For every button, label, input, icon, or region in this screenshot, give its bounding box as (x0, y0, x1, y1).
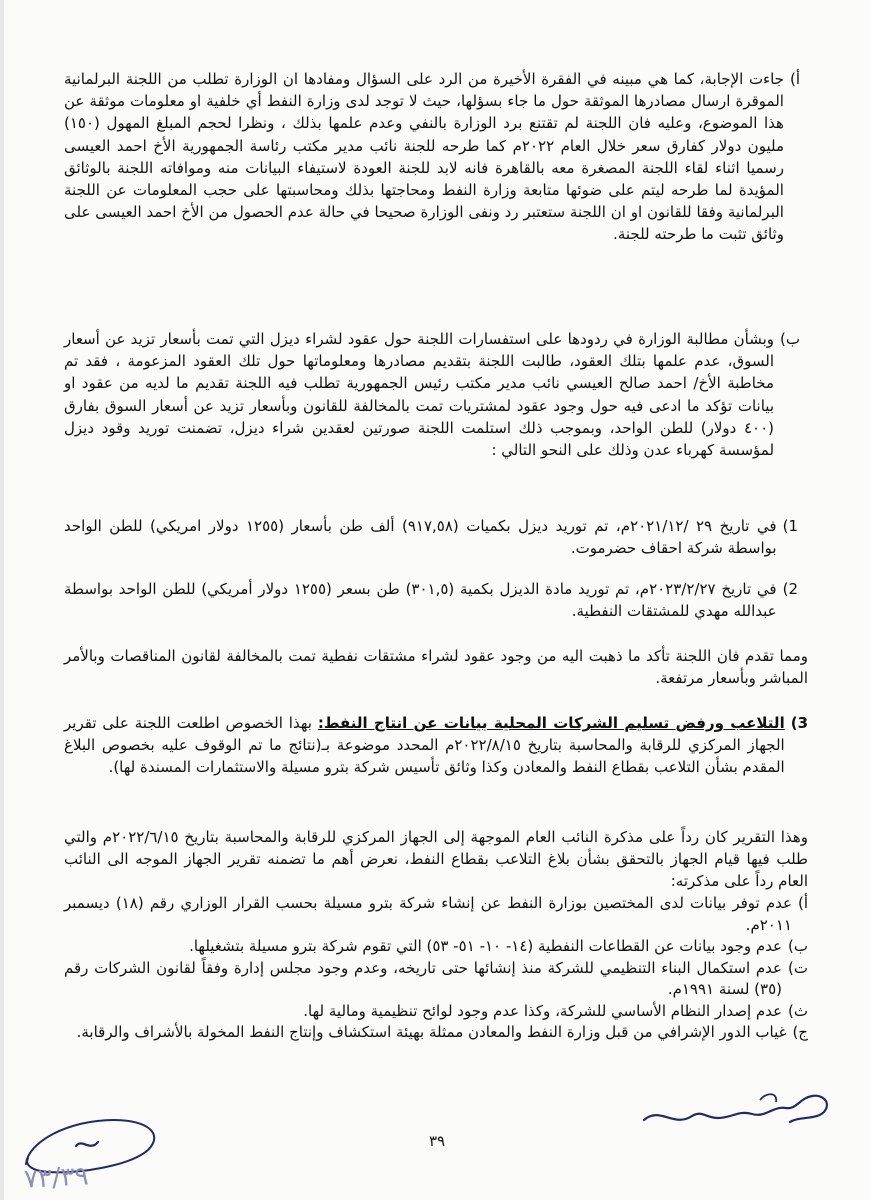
finding-item (64, 936, 808, 958)
contract-item-1 (64, 515, 798, 559)
finding-item (64, 1022, 808, 1044)
section-3 (64, 712, 808, 779)
contract-item-2 (64, 578, 798, 622)
contract-item-1-text: في تاريخ ٢٩ /٢٠٢١/١٢م، تم توريد ديزل بكميات (٩١٧,٥٨) ألف طن بأسعار (١٢٥٥ دولار امريكي) للطن الواحد بواسطة شركة احقاف حضرموت. (64, 517, 777, 558)
report-intro: وهذا التقرير كان رداً على مذكرة النائب العام الموجهة إلى الجهاز المركزي للرقابة والمحاسبة بتاريخ ٢٠٢٢/٦/١٥م والتي طلب فيها قيام الجهاز بالتحقق بشأن بلاغ التلاعب بقطاع النفط، نعرض أهم ما تضمنه تقرير الجهاز الموجه الى النائب العام رداً على مذكرته: (64, 828, 808, 891)
paragraph-b-text: وبشأن مطالبة الوزارة في ردودها على استفسارات اللجنة حول عقود لشراء ديزل التي تمت بأسعار تزيد عن أسعار السوق، عدم علمها بتلك العقود، طالبت اللجنة بتقديم مصادرها ومعلوماتها حول تلك العقود المزعومة ، فقد تم مخاطبة الأخ/ احمد صالح العيسي نائب مدير مكتب رئيس الجمهورية تطلب فيه اللجنة تقديم ما لديه من عقود او بيانات تؤكد ما ادعى فيه حول وجود عقود لمشتريات تمت بالمخالفة للقانون وبأسعار تزيد عن أسعار السوق بفارق (٤٠٠ دولار) للطن الواحد، وبموجب ذلك استلمت اللجنة صورتين لعقدين شراء ديزل، تضمنت توريد وقود ديزل لمؤسسة كهرباء عدن وذلك على النحو التالي : (64, 330, 775, 460)
finding-item (64, 1001, 808, 1023)
finding-text: عدم استكمال البناء التنظيمي للشركة منذ إنشائها حتى تاريخه، وعدم وجود مجلس إدارة وفقاً لقانون الشركات رقم (٣٥) لسنة ١٩٩١م. (64, 958, 783, 998)
paragraph-b-marker: ب) (780, 330, 800, 348)
finding-marker: أ) (797, 894, 808, 912)
contract-item-2-marker: 2) (782, 580, 798, 598)
finding-item (64, 958, 808, 1001)
paragraph-a-marker: أ) (789, 70, 800, 88)
paragraph-a-text: جاءت الإجابة، كما هي مبينه في الفقرة الأخيرة من الرد على السؤال ومفادها ان الوزارة تطلب من اللجنة البرلمانية الموقرة ارسال مصادرها الموثقة حول ما جاء بسؤلها، حيث لا توجد لدى وزارة النفط أي خلفية او معلومات موثقة عن هذا الموضوع، وعليه فان اللجنة لم تقتنع برد الوزارة بالنفي وعدم علمها بذلك ، ونظرا لحجم المبلغ المهول (١٥٠) مليون دولار كفارق سعر خلال العام ٢٠٢٢م كما طرحه للجنة نائب مدير مكتب رئاسة الجمهورية الأخ احمد العيسى رسميا اثناء لقاء اللجنة المصغرة معه بالقاهرة فانه لابد للجنة العودة لاستيفاء البيانات منه وموافاته اللجنة بالوثائق المؤيدة لما طرحه ليتم على ضوئها متابعة وزارة النفط ومحاجتها بذلك ومحاسبتها على حجب المعلومات عن اللجنة البرلمانية وفقا للقانون او ان اللجنة ستعتبر رد ونفى الوزارة صحيحا في حالة عدم الحصول من الأخ احمد العيسى على وثائق تثبت ما طرحته للجنة. (64, 70, 784, 244)
section-3-text: بهذا الخصوص اطلعت اللجنة على تقرير الجهاز المركزي للرقابة والمحاسبة بتاريخ ٢٠٢٢/٨/١٥م المحدد موضوعة بـ(نتائج ما تم الوقوف عليه بخصوص البلاغ المقدم بشأن التلاعب بقطاع النفط والمعادن وكذا وثائق تأسيس شركة بترو مسيلة والاستثمارات المسندة لها). (64, 714, 785, 777)
conclusion-paragraph: ومما تقدم فان اللجنة تأكد ما ذهبت اليه من وجود عقود لشراء مشتقات نفطية تمت بالمخالفة لقانون المناقصات وبالأمر المباشر وبأسعار مرتفعة. (64, 647, 808, 688)
page-number: ٣٩ (428, 1132, 446, 1150)
paragraph-a (64, 68, 800, 246)
finding-text: غياب الدور الإشرافي من قبل وزارة النفط والمعادن ممثلة بهيئة استكشاف وإنتاج النفط المخولة بالأشراف والرقابة. (76, 1023, 787, 1041)
finding-text: عدم توفر بيانات لدى المختصين بوزارة النفط عن إنشاء شركة بترو مسيلة بحسب القرار الوزاري رقم (١٨) ديسمبر ٢٠١١م. (64, 894, 792, 934)
stamp-number: ٧٣/٣٩ (23, 1161, 90, 1195)
section-3-heading: التلاعب ورفض تسليم الشركات المحلية بيانات عن انتاج النفط: (317, 714, 785, 732)
finding-marker: ب) (788, 937, 808, 955)
finding-marker: ت) (788, 958, 808, 977)
finding-item (64, 893, 808, 936)
contract-item-2-text: في تاريخ ٢٠٢٣/٢/٢٧م، تم توريد مادة الديزل بكمية (٣٠١,٥) طن بسعر (١٢٥٥ دولار أمريكي) للطن الواحد بواسطة عبدالله مهدي للمشتقات النفطية. (64, 580, 777, 621)
signature-right (640, 1088, 840, 1138)
contract-item-1-marker: 1) (782, 517, 798, 535)
findings-list (64, 893, 808, 1044)
finding-text: عدم وجود بيانات عن القطاعات النفطية (١٤- ١٠- ٥١- ٥٣) التي تقوم شركة بترو مسيلة بتشغيلها. (189, 937, 783, 955)
finding-marker: ج) (792, 1023, 808, 1041)
paragraph-b (64, 328, 800, 461)
finding-marker: ث) (788, 1001, 808, 1020)
finding-text: عدم إصدار النظام الأساسي للشركة، وكذا عدم وجود لوائح تنظيمية ومالية لها. (303, 1001, 783, 1020)
section-3-body (64, 712, 785, 779)
section-3-marker: 3) (790, 714, 808, 732)
